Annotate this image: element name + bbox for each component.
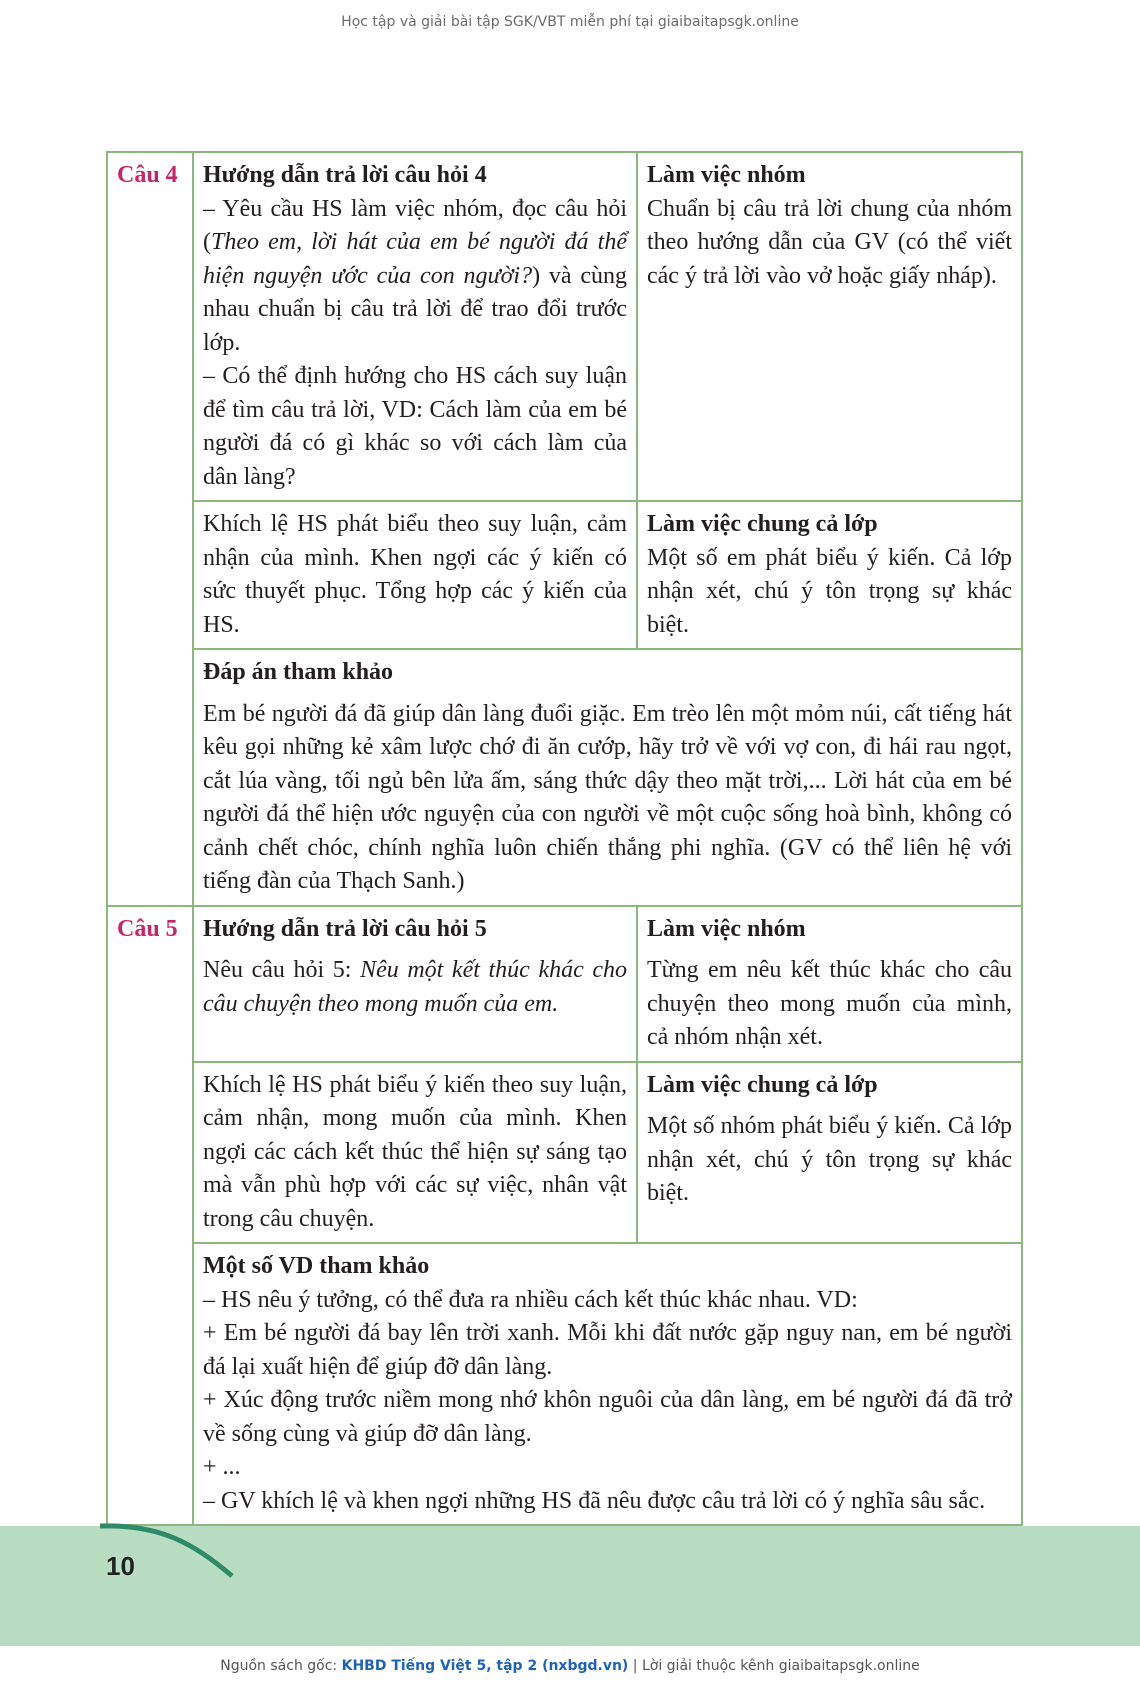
q5-student-cell (637, 906, 1022, 1062)
footer-suffix: | Lời giải thuộc kênh giaibaitapsgk.online (628, 1658, 920, 1674)
q4-row-guidance (107, 152, 1022, 501)
q5-example-line: + ... (203, 1454, 241, 1480)
q5-example-cell (193, 1243, 1022, 1525)
footer-source-note (0, 1658, 1140, 1674)
lesson-table (106, 151, 1023, 1526)
q5-example-title: Một số VD tham khảo (203, 1253, 430, 1279)
q4-answer-cell (193, 649, 1022, 906)
q5-student2-title: Làm việc chung cả lớp (647, 1071, 878, 1098)
q5-teacher-cell (193, 906, 637, 1062)
q5-example-line: – HS nêu ý tưởng, có thể đưa ra nhiều cách kết thúc khác nhau. VD: (203, 1286, 858, 1313)
q5-example-line: + Xúc động trước niềm mong nhớ khôn nguôi của dân làng, em bé người đá đã trở về sống cùng và giúp đỡ dân làng. (203, 1387, 1012, 1447)
q5-row-class (107, 1062, 1022, 1244)
q5-student2-text: Một số nhóm phát biểu ý kiến. Cả lớp nhận xét, chú ý tôn trọng sự khác biệt. (647, 1113, 1012, 1206)
q5-teacher2-cell: Khích lệ HS phát biểu ý kiến theo suy luận, cảm nhận, mong muốn của mình. Khen ngợi các cách kết thúc thể hiện sự sáng tạo mà vẫn phù hợp với các sự việc, nhân vật trong câu chuyện. (193, 1062, 637, 1244)
header-banner: Học tập và giải bài tập SGK/VBT miễn phí tại giaibaitapsgk.online (341, 14, 799, 30)
q4-label: Câu 4 (107, 152, 193, 906)
q4-teacher2-cell: Khích lệ HS phát biểu theo suy luận, cảm nhận của mình. Khen ngợi các ý kiến có sức thuyết phục. Tổng hợp các ý kiến của HS. (193, 501, 637, 649)
q5-teacher-title: Hướng dẫn trả lời câu hỏi 5 (203, 915, 487, 942)
footer-prefix: Nguồn sách gốc: (220, 1658, 342, 1674)
q4-student-title: Làm việc nhóm (647, 162, 806, 188)
q4-teacher-title: Hướng dẫn trả lời câu hỏi 4 (203, 162, 487, 188)
q5-row-examples (107, 1243, 1022, 1525)
q5-example-line: + Em bé người đá bay lên trời xanh. Mỗi khi đất nước gặp nguy nan, em bé người đá lại xuất hiện để giúp đỡ dân làng. (203, 1320, 1012, 1380)
q4-student2-title: Làm việc chung cả lớp (647, 511, 878, 537)
q4-answer-text: Em bé người đá đã giúp dân làng đuổi giặc. Em trèo lên một mỏm núi, cất tiếng hát kêu gọi những kẻ xâm lược chớ đi ăn cướp, hãy trở về với vợ con, đi hái rau ngọt, cắt lúa vàng, tối ngủ bên lửa ấm, sáng thức dậy theo mặt trời,... Lời hát của em bé người đá thể hiện ước nguyện của con người về một cuộc sống hoà bình, không có cảnh chết chóc, chính nghĩa luôn chiến thắng phi nghĩa. (GV có thể liên hệ với tiếng đàn của Thạch Sanh.) (203, 700, 1012, 894)
q4-student-text: Chuẩn bị câu trả lời chung của nhóm theo hướng dẫn của GV (có thể viết các ý trả lời vào vở hoặc giấy nháp). (647, 195, 1012, 289)
q5-student-text: Từng em nêu kết thúc khác cho câu chuyện theo mong muốn của mình, cả nhóm nhận xét. (647, 957, 1012, 1050)
q4-teacher-paragraph-1: – Yêu cầu HS làm việc nhóm, đọc câu hỏi (Theo em, lời hát của em bé người đá thể hiện nguyện ước của con người?) và cùng nhau chuẩn bị câu trả lời để trao đổi trước lớp. (203, 195, 628, 356)
page-number: 10 (106, 1551, 135, 1581)
q5-row-guidance (107, 906, 1022, 1062)
q5-student2-cell (637, 1062, 1022, 1244)
footer-source-link[interactable]: KHBD Tiếng Việt 5, tập 2 (nxbgd.vn) (341, 1658, 629, 1674)
q4-student2-text: Một số em phát biểu ý kiến. Cả lớp nhận xét, chú ý tôn trọng sự khác biệt. (647, 544, 1012, 638)
q4-answer-title: Đáp án tham khảo (203, 659, 394, 685)
q4-student2-cell (637, 501, 1022, 649)
q5-example-line: – GV khích lệ và khen ngợi những HS đã nêu được câu trả lời có ý nghĩa sâu sắc. (203, 1487, 986, 1514)
q4-row-answer (107, 649, 1022, 906)
q4-row-class (107, 501, 1022, 649)
q5-label: Câu 5 (107, 906, 193, 1526)
q5-student-title: Làm việc nhóm (647, 915, 806, 942)
q4-student-cell (637, 152, 1022, 501)
q4-teacher-paragraph-2: – Có thể định hướng cho HS cách suy luận để tìm câu trả lời, VD: Cách làm của em bé người đá có gì khác so với cách làm của dân làng? (203, 363, 627, 490)
q5-teacher-paragraph: Nêu câu hỏi 5: Nêu một kết thúc khác cho câu chuyện theo mong muốn của em. (203, 957, 628, 1017)
q4-teacher-cell (193, 152, 637, 501)
